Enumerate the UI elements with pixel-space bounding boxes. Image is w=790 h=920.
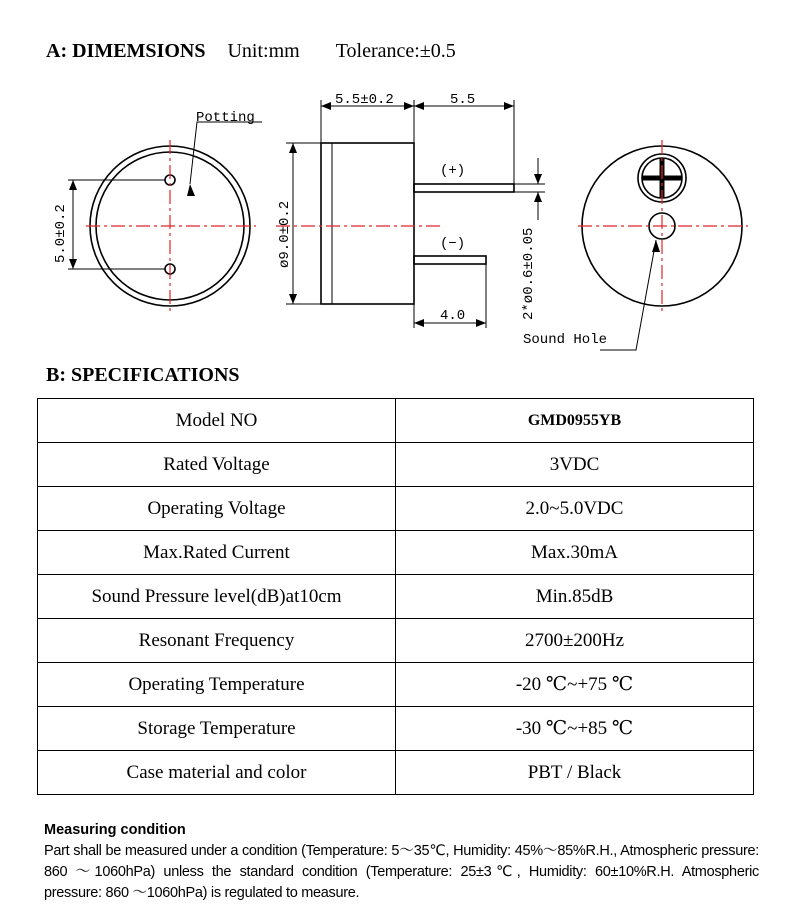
spec-value: 2.0~5.0VDC xyxy=(396,487,754,531)
unit-label: Unit:mm xyxy=(227,40,300,62)
arrow xyxy=(414,102,424,110)
spec-label: Storage Temperature xyxy=(38,707,396,751)
measuring-condition xyxy=(44,820,759,904)
arrow xyxy=(534,174,542,184)
spec-label: Model NO xyxy=(38,399,396,443)
dimensions-title: A: DIMEMSIONS xyxy=(46,40,206,62)
arrow xyxy=(534,192,542,202)
label-sound-hole: Sound Hole xyxy=(523,332,608,348)
label-diameter: ø9.0±0.2 xyxy=(277,200,293,268)
label-body-height: 5.5±0.2 xyxy=(335,92,394,108)
side-body xyxy=(321,143,414,304)
specifications-table xyxy=(37,398,754,795)
tolerance-label: Tolerance:±0.5 xyxy=(335,40,456,62)
arrow xyxy=(476,319,486,327)
label-potting: Potting xyxy=(196,110,255,126)
arrow xyxy=(289,294,297,304)
spec-value: -20 ℃~+75 ℃ xyxy=(396,663,754,707)
label-plus: (+) xyxy=(440,163,466,179)
side-view xyxy=(286,100,545,328)
table-row xyxy=(38,399,754,443)
spec-label: Operating Temperature xyxy=(38,663,396,707)
arrow xyxy=(321,102,331,110)
spec-value: Min.85dB xyxy=(396,575,754,619)
table-row xyxy=(38,575,754,619)
table-row xyxy=(38,487,754,531)
spec-value: GMD0955YB xyxy=(396,399,754,443)
arrow xyxy=(187,184,195,196)
arrow xyxy=(404,102,414,110)
dimension-drawing xyxy=(0,80,790,360)
label-short-pin: 4.0 xyxy=(440,308,466,324)
arrow xyxy=(652,240,660,252)
spec-label: Operating Voltage xyxy=(38,487,396,531)
label-minus: (−) xyxy=(440,236,466,252)
spec-value: PBT / Black xyxy=(396,751,754,795)
arrow xyxy=(414,319,424,327)
table-row xyxy=(38,663,754,707)
table-row xyxy=(38,707,754,751)
label-pin-dia: 2*ø0.6±0.05 xyxy=(521,227,537,320)
section-a-header xyxy=(46,40,456,63)
table-row xyxy=(38,751,754,795)
pin-negative xyxy=(414,256,486,264)
sound-hole-leader xyxy=(600,240,656,350)
spec-label: Resonant Frequency xyxy=(38,619,396,663)
spec-value: -30 ℃~+85 ℃ xyxy=(396,707,754,751)
measuring-body: Part shall be measured under a condition (Temperature: 5～35℃, Humidity: 45%～85%R.H., Atmospheric pressure: 860 ～1060hPa) unless the standard condition (Temperature: 25±3℃, Humidity: 60±10%R.H. Atmospheric pressure: 860 ～1060hPa) is regulated to measure. xyxy=(44,843,759,901)
measuring-title: Measuring condition xyxy=(44,822,186,838)
table-row xyxy=(38,531,754,575)
table-row xyxy=(38,443,754,487)
label-pin-spacing: 5.0±0.2 xyxy=(53,204,69,263)
arrow xyxy=(504,102,514,110)
arrow xyxy=(289,143,297,153)
top-view xyxy=(68,122,262,306)
label-pin-length: 5.5 xyxy=(450,92,476,108)
spec-label: Max.Rated Current xyxy=(38,531,396,575)
pin-positive xyxy=(414,184,514,192)
spec-value: 2700±200Hz xyxy=(396,619,754,663)
arrow xyxy=(69,259,77,269)
table-row xyxy=(38,619,754,663)
spec-label: Rated Voltage xyxy=(38,443,396,487)
arrow xyxy=(69,180,77,190)
specifications-title: B: SPECIFICATIONS xyxy=(46,364,240,386)
spec-label: Case material and color xyxy=(38,751,396,795)
spec-label: Sound Pressure level(dB)at10cm xyxy=(38,575,396,619)
spec-value: 3VDC xyxy=(396,443,754,487)
spec-value: Max.30mA xyxy=(396,531,754,575)
